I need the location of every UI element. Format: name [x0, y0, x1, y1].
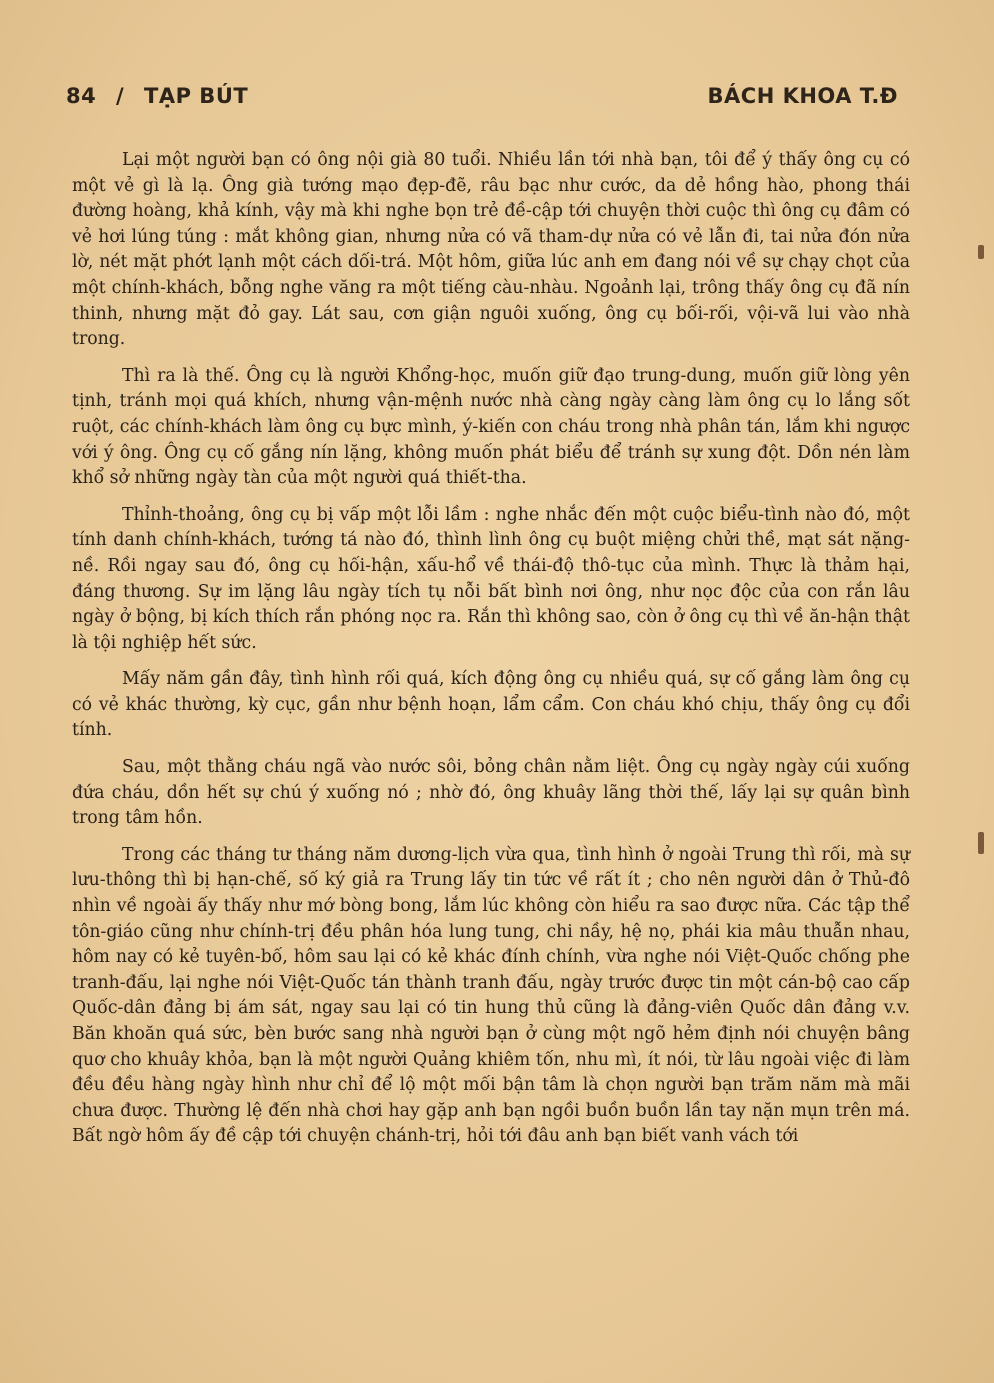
- paragraph-4: Mấy năm gần đây, tình hình rối quá, kích động ông cụ nhiều quá, sự cố gắng làm ông cụ có vẻ khác thường, kỳ cục, gần như bệnh hoạn, lẩm cẩm. Con cháu khó chịu, thấy ông cụ đổi tính.: [72, 669, 910, 741]
- paragraph-1: Lại một người bạn có ông nội già 80 tuổi. Nhiều lần tới nhà bạn, tôi để ý thấy ông cụ có một vẻ gì là lạ. Ông già tướng mạo đẹp-đẽ, râu bạc như cước, da dẻ hồng hào, phong thái đường hoàng, khả kính, vậy mà khi nghe bọn trẻ đề-cập tới chuyện thời cuộc thì ông cụ đâm có vẻ hơi lúng túng : mắt không gian, nhưng nửa có vã tham-dự nửa có vẻ lẫn đi, tai nửa đón nửa lờ, nét mặt phớt lạnh một cách dối-trá. Một hôm, giữa lúc anh em đang nói về sự chạy chọt của một chính-khách, bỗng nghe văng ra một tiếng càu-nhàu. Ngoảnh lại, trông thấy ông cụ đã nín thinh, nhưng mặt đỏ gay. Lát sau, cơn giận nguôi xuống, ông cụ bối-rối, vội-vã lui vào nhà trong.: [72, 150, 910, 350]
- header-separator: /: [116, 84, 125, 108]
- paragraph-2: Thì ra là thế. Ông cụ là người Khổng-học, muốn giữ đạo trung-dung, muốn giữ lòng yên tịnh, tránh mọi quá khích, nhưng vận-mệnh nước nhà càng ngày càng làm ông cụ lo lắng sốt ruột, các chính-khách làm ông cụ bực mình, ý-kiến con cháu trong nhà phân tán, lắm khi ngược với ý ông. Ông cụ cố gắng nín lặng, không muốn phát biểu để tránh sự xung đột. Dồn nén làm khổ sở những ngày tàn của một người quá thiết-tha.: [72, 365, 910, 489]
- page-number: 84: [66, 84, 97, 108]
- paragraph-5: Sau, một thằng cháu ngã vào nước sôi, bỏng chân nằm liệt. Ông cụ ngày ngày cúi xuống đứa cháu, dồn hết sự chú ý xuống nó ; nhờ đó, ông khuây lãng thời thế, lấy lại sự quân bình trong tâm hồn.: [72, 757, 910, 829]
- body-text: [72, 148, 910, 1161]
- section-title: TẠP BÚT: [144, 84, 249, 108]
- page-header: [66, 84, 898, 108]
- binding-mark-top: [978, 245, 984, 259]
- binding-mark-bottom: [978, 832, 984, 854]
- paragraph-6: Trong các tháng tư tháng năm dương-lịch vừa qua, tình hình ở ngoài Trung thì rối, mà sự lưu-thông thì bị hạn-chế, số ký giả ra Trung lấy tin tức về rất ít ; cho nên người dân ở Thủ-đô nhìn về ngoài ấy thấy như mớ bòng bong, lắm lúc không còn hiểu ra sao được nữa. Các tập thể tôn-giáo cũng như chính-trị đều phân hóa lung tung, chi nầy, hệ nọ, phái kia mâu thuẫn nhau, hôm nay có kẻ tuyên-bố, hôm sau lại có kẻ khác đính chính, vừa nghe nói Việt-Quốc chống phe tranh-đấu, lại nghe nói Việt-Quốc tán thành tranh đấu, ngày trước được tin một cán-bộ cao cấp Quốc-dân đảng bị ám sát, ngay sau lại có tin hung thủ cũng là đảng-viên Quốc dân đảng v.v. Băn khoăn quá sức, bèn bước sang nhà người bạn ở cùng một ngõ hẻm định nói chuyện bâng quơ cho khuây khỏa, bạn là một người Quảng khiêm tốn, nhu mì, ít nói, từ lâu ngoài việc đi làm đều đều hàng ngày hình như chỉ để lộ một mối bận tâm là chọn người bạn trăm năm mà mãi chưa được. Thường lệ đến nhà chơi hay gặp anh bạn ngồi buồn buồn lần tay nặn mụn trên má. Bất ngờ hôm ấy đề cập tới chuyện chánh-trị, hỏi tới đâu anh bạn biết vanh vách tới: [72, 844, 910, 1147]
- paragraph-3: Thỉnh-thoảng, ông cụ bị vấp một lỗi lầm : nghe nhắc đến một cuộc biểu-tình nào đó, một tính danh chính-khách, tướng tá nào đó, thình lình ông cụ buột miệng chửi thề, mạt sát nặng-nề. Rồi ngay sau đó, ông cụ hối-hận, xấu-hổ về thái-độ thô-tục của mình. Thực là thảm hại, đáng thương. Sự im lặng lâu ngày tích tụ nỗi bất bình nơi ông, như nọc độc của con rắn lâu ngày ở bộng, bị kích thích rắn phóng nọc ra. Rắn thì không sao, còn ở ông cụ thì về ăn-hận thật là tội nghiệp hết sức.: [72, 504, 910, 653]
- header-left: [66, 84, 260, 108]
- header-author: BÁCH KHOA T.Đ: [707, 84, 898, 108]
